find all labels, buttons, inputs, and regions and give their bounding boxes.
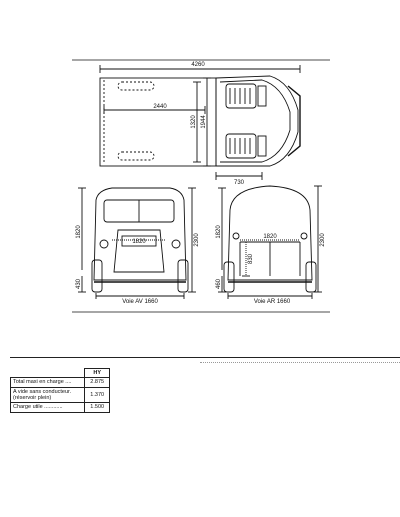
front-height-body-label: 1820 — [76, 225, 82, 239]
front-height-total-label: 2300 — [194, 233, 200, 247]
separator-dotted-line — [200, 362, 400, 363]
weights-header-hy: HY — [85, 369, 110, 378]
row-label-total: Total maxi en charge .... — [11, 378, 85, 387]
row-value-total: 2.875 — [85, 378, 110, 387]
rear-door-height-label: 830 — [248, 253, 254, 265]
weights-header-row — [11, 369, 110, 378]
rear-floor-height-label: 460 — [216, 278, 222, 290]
weights-table — [10, 368, 110, 413]
table-row — [11, 387, 110, 403]
rear-height-total-label: 2300 — [320, 233, 326, 247]
inner-width-label: 1320 — [191, 115, 197, 129]
table-row — [11, 378, 110, 387]
row-value-payload: 1.500 — [85, 403, 110, 412]
front-width-label: 1820 — [132, 239, 146, 245]
rear-width-label: 1820 — [263, 234, 277, 240]
table-row — [11, 403, 110, 412]
overall-length-label: 4260 — [191, 62, 205, 68]
front-overhang-label: 730 — [233, 180, 245, 186]
separator-line — [10, 357, 400, 358]
rear-height-body-label: 1820 — [216, 225, 222, 239]
rear-view — [218, 186, 322, 299]
row-value-empty: 1.370 — [85, 387, 110, 403]
top-view — [100, 65, 300, 180]
row-label-empty: A vide sans conducteur. (réservoir plein) — [11, 387, 85, 403]
front-track-label: Voie AV 1660 — [122, 299, 158, 305]
load-length-label: 2440 — [153, 104, 167, 110]
outer-width-label: 1944 — [201, 115, 207, 129]
rear-track-label: Voie AR 1660 — [253, 299, 291, 305]
front-floor-height-label: 430 — [76, 278, 82, 290]
row-label-payload: Charge utile ............ — [11, 403, 85, 412]
